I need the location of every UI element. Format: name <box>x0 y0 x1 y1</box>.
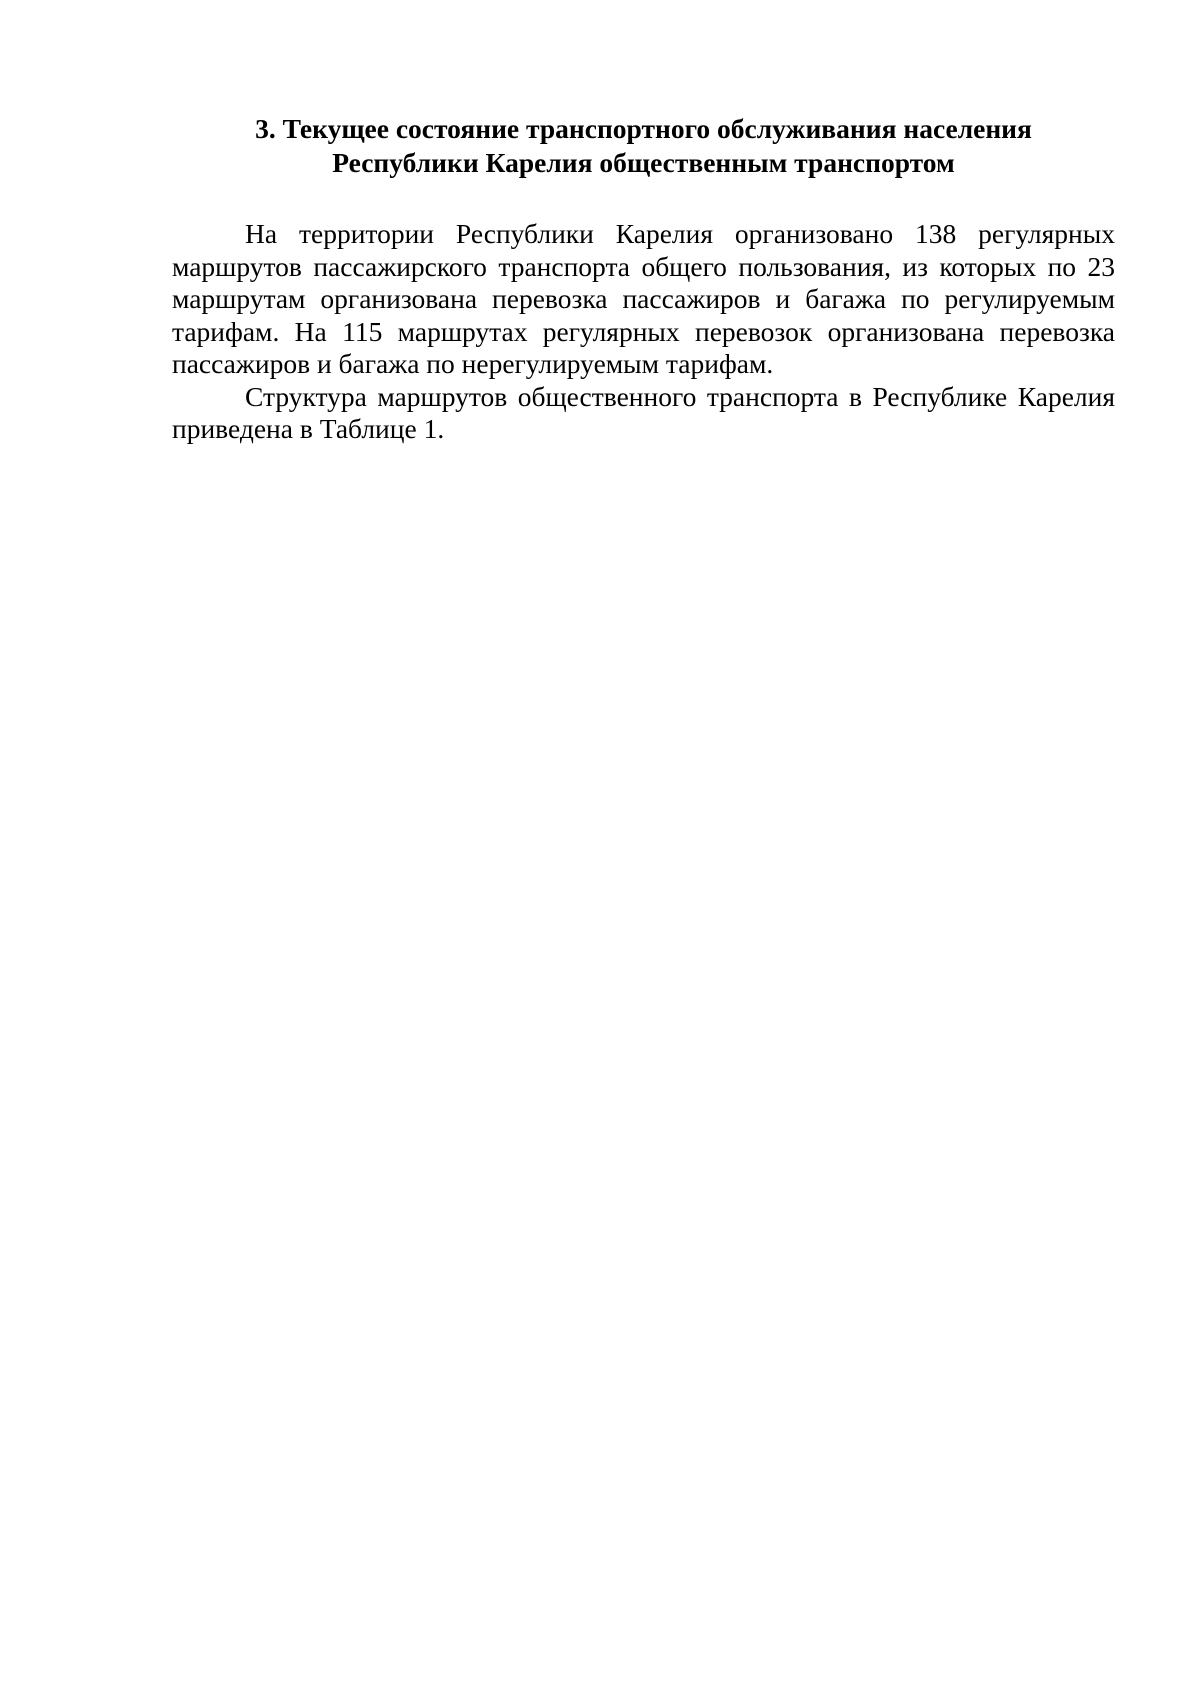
section-heading-line-2: Республики Карелия общественным транспортом <box>332 147 955 178</box>
paragraph-routes-overview: На территории Республики Карелия организовано 138 регулярных маршрутов пассажирского транспорта общего пользования, из которых по 23 маршрутам организована перевозка пассажиров и багажа по регулируемым тарифам. На 115 маршрутах регулярных перевозок организована перевозка пассажиров и багажа по нерегулируемым тарифам. <box>172 218 1115 379</box>
body-text <box>172 218 1115 446</box>
section-heading-line-1: 3. Текущее состояние транспортного обслуживания населения <box>255 113 1032 144</box>
document-content <box>172 112 1115 446</box>
paragraph-table-reference: Структура маршрутов общественного транспорта в Республике Карелия приведена в Таблице 1. <box>172 380 1115 444</box>
section-heading <box>172 112 1115 180</box>
